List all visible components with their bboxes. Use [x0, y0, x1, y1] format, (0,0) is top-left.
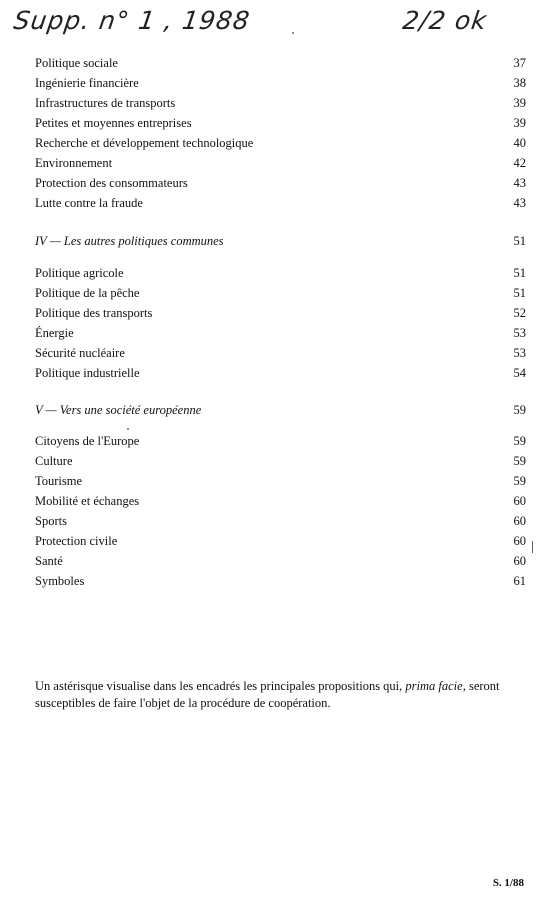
toc-entry-label: Santé: [35, 554, 63, 568]
toc-entry-label: Environnement: [35, 156, 113, 170]
toc-entry-label: Petites et moyennes entreprises: [35, 116, 192, 130]
scan-speck: [292, 32, 294, 34]
toc-entry-label: Politique de la pêche: [35, 286, 140, 300]
toc-entry-page: 38: [513, 76, 526, 90]
toc-entry-page: 51: [513, 286, 526, 300]
toc-entry-label: Protection des consommateurs: [35, 176, 188, 190]
toc-entry-page: 60: [513, 514, 526, 528]
toc-entry: [35, 433, 526, 449]
toc-entry: [35, 305, 526, 321]
toc-entry-page: 59: [513, 454, 526, 468]
toc-entry: [35, 533, 526, 549]
toc-entry-label: Lutte contre la fraude: [35, 196, 143, 210]
handwritten-reference: Supp. n° 1 , 1988: [11, 6, 253, 35]
asterisk-note: [35, 678, 530, 712]
toc-entry-page: 53: [513, 326, 526, 340]
toc-entry-page: 59: [513, 434, 526, 448]
asterisk-note-text-continued: seront susceptibles de faire l'objet de la procédure de coopération.: [35, 679, 500, 710]
toc-entry-page: 61: [513, 574, 526, 588]
toc-entry-label: Énergie: [35, 326, 74, 340]
toc-entry-page: 40: [513, 136, 526, 150]
toc-section-heading: [35, 233, 526, 249]
toc-entry: [35, 513, 526, 529]
toc-entry-page: 52: [513, 306, 526, 320]
toc-section-page: 59: [513, 403, 526, 417]
toc-entry-label: Politique agricole: [35, 266, 124, 280]
asterisk-note-emphasis: prima facie,: [405, 679, 466, 693]
toc-entry-label: Tourisme: [35, 474, 83, 488]
toc-entry-label: Politique sociale: [35, 56, 118, 70]
toc-entry: [35, 195, 526, 211]
toc-entry: [35, 55, 526, 71]
toc-entry: [35, 285, 526, 301]
toc-section-label: IV — Les autres politiques communes: [35, 234, 224, 248]
toc-entry-page: 42: [513, 156, 526, 170]
toc-entry: [35, 175, 526, 191]
toc-entry-label: Sécurité nucléaire: [35, 346, 125, 360]
toc-entry-label: Recherche et développement technologique: [35, 136, 254, 150]
toc-entry: [35, 135, 526, 151]
toc-entry: [35, 453, 526, 469]
toc-entry-page: 37: [513, 56, 526, 70]
toc-entry: [35, 553, 526, 569]
scan-speck: [127, 428, 129, 430]
toc-entry-label: Protection civile: [35, 534, 118, 548]
toc-entry-page: 60: [513, 554, 526, 568]
toc-entry: [35, 345, 526, 361]
toc-entry-page: 43: [513, 196, 526, 210]
toc-entry-page: 54: [513, 366, 526, 380]
toc-entry-page: 60: [513, 494, 526, 508]
toc-entry: [35, 115, 526, 131]
toc-section-label: V — Vers une société européenne: [35, 403, 202, 417]
toc-entry: [35, 265, 526, 281]
toc-entry-label: Symboles: [35, 574, 85, 588]
toc-entry: [35, 493, 526, 509]
toc-entry-label: Politique industrielle: [35, 366, 140, 380]
toc-entry: [35, 573, 526, 589]
page-footer-reference: S. 1/88: [492, 877, 524, 889]
toc-entry: [35, 325, 526, 341]
toc-entry-page: 59: [513, 474, 526, 488]
scan-edge-mark: [532, 541, 533, 553]
toc-entry-label: Citoyens de l'Europe: [35, 434, 140, 448]
toc-entry: [35, 95, 526, 111]
handwritten-check-mark: 2/2 ok: [400, 6, 490, 35]
asterisk-note-text: Un astérisque visualise dans les encadrés les principales propositions qui,: [35, 679, 406, 693]
toc-entry: [35, 155, 526, 171]
toc-entry-page: 43: [513, 176, 526, 190]
toc-entry-page: 60: [513, 534, 526, 548]
toc-entry-label: Ingénierie financière: [35, 76, 139, 90]
toc-entry-page: 39: [513, 96, 526, 110]
toc-entry: [35, 473, 526, 489]
toc-section-heading: [35, 402, 526, 418]
toc-entry-label: Sports: [35, 514, 67, 528]
toc-entry: [35, 365, 526, 381]
toc-entry-page: 39: [513, 116, 526, 130]
toc-entry-label: Politique des transports: [35, 306, 153, 320]
toc-entry-label: Culture: [35, 454, 73, 468]
toc-entry-page: 51: [513, 266, 526, 280]
toc-entry-page: 53: [513, 346, 526, 360]
toc-entry-label: Infrastructures de transports: [35, 96, 176, 110]
toc-entry-label: Mobilité et échanges: [35, 494, 140, 508]
toc-section-page: 51: [513, 234, 526, 248]
toc-entry: [35, 75, 526, 91]
